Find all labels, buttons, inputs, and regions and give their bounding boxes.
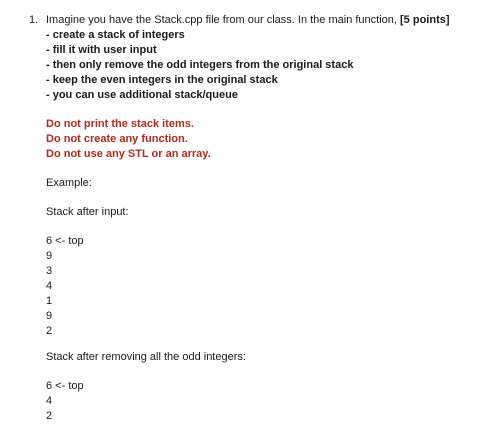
requirement-item: - then only remove the odd integers from the original stack <box>46 59 354 71</box>
before-stack-label: Stack after input: <box>46 206 129 218</box>
warning-item: Do not print the stack items. <box>46 118 194 130</box>
question-intro <box>46 14 450 27</box>
requirement-item: - create a stack of integers <box>46 29 185 41</box>
after-stack-label: Stack after removing all the odd integers: <box>46 351 246 363</box>
stack-item: 3 <box>46 265 53 277</box>
stack-item: 9 <box>46 310 53 322</box>
question-intro-text: Imagine you have the Stack.cpp file from our class. In the main function, <box>46 14 401 26</box>
stack-item: 2 <box>46 410 53 422</box>
example-label: Example: <box>46 177 92 189</box>
question-points: [5 points] <box>400 14 450 26</box>
question-number: 1. <box>29 14 39 26</box>
stack-item: 4 <box>46 280 53 292</box>
warning-item: Do not use any STL or an array. <box>46 148 211 160</box>
stack-item: 6 <- top <box>46 235 84 247</box>
requirement-item: - you can use additional stack/queue <box>46 89 238 101</box>
stack-item: 1 <box>46 295 53 307</box>
stack-item: 2 <box>46 325 53 337</box>
stack-item: 6 <- top <box>46 380 84 392</box>
warning-item: Do not create any function. <box>46 133 188 145</box>
requirement-item: - fill it with user input <box>46 44 157 56</box>
stack-item: 4 <box>46 395 53 407</box>
requirement-item: - keep the even integers in the original stack <box>46 74 278 86</box>
stack-item: 9 <box>46 250 53 262</box>
